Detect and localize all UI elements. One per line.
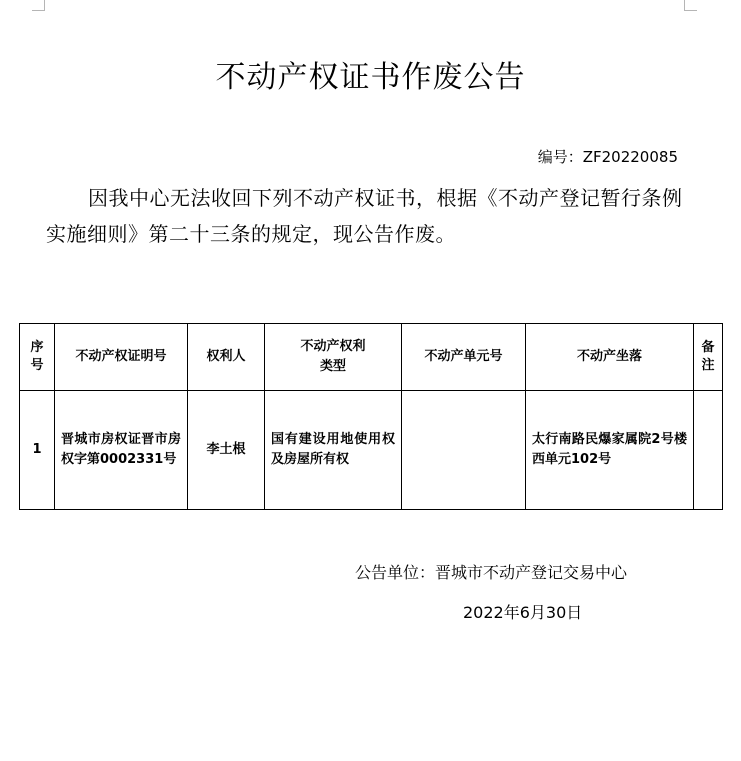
- announcement-body: 因我中心无法收回下列不动产权证书，根据《不动产登记暂行条例实施细则》第二十三条的规定，现公告作废。: [46, 186, 683, 246]
- cell-location: 太行南路民爆家属院2号楼西单元102号: [526, 391, 694, 510]
- document-title: 不动产权证书作废公告: [215, 60, 526, 95]
- table-header-row: [20, 324, 723, 391]
- cell-cert-no: 晋城市房权证晋市房权字第0002331号: [55, 391, 188, 510]
- cell-note: [694, 391, 723, 510]
- header-holder: 权利人: [188, 324, 265, 391]
- issuer-line: 公告单位：晋城市不动产登记交易中心: [355, 563, 628, 582]
- issue-date: 2022年6月30日: [463, 603, 583, 622]
- header-type: 不动产权利类型: [265, 324, 402, 391]
- cell-type: 国有建设用地使用权及房屋所有权: [265, 391, 402, 510]
- table-row: [20, 391, 723, 510]
- header-location: 不动产坐落: [526, 324, 694, 391]
- header-cert-no: 不动产权证明号: [55, 324, 188, 391]
- page-corner-mark-right: [684, 0, 697, 11]
- certificate-table: [19, 323, 723, 510]
- header-index: 序号: [20, 324, 55, 391]
- cell-index: 1: [20, 391, 55, 510]
- header-unit-no: 不动产单元号: [402, 324, 526, 391]
- cell-unit-no: [402, 391, 526, 510]
- cell-holder: 李土根: [188, 391, 265, 510]
- header-note: 备注: [694, 324, 723, 391]
- page-corner-mark-left: [32, 0, 45, 11]
- document-number: 编号：ZF20220085: [537, 148, 678, 166]
